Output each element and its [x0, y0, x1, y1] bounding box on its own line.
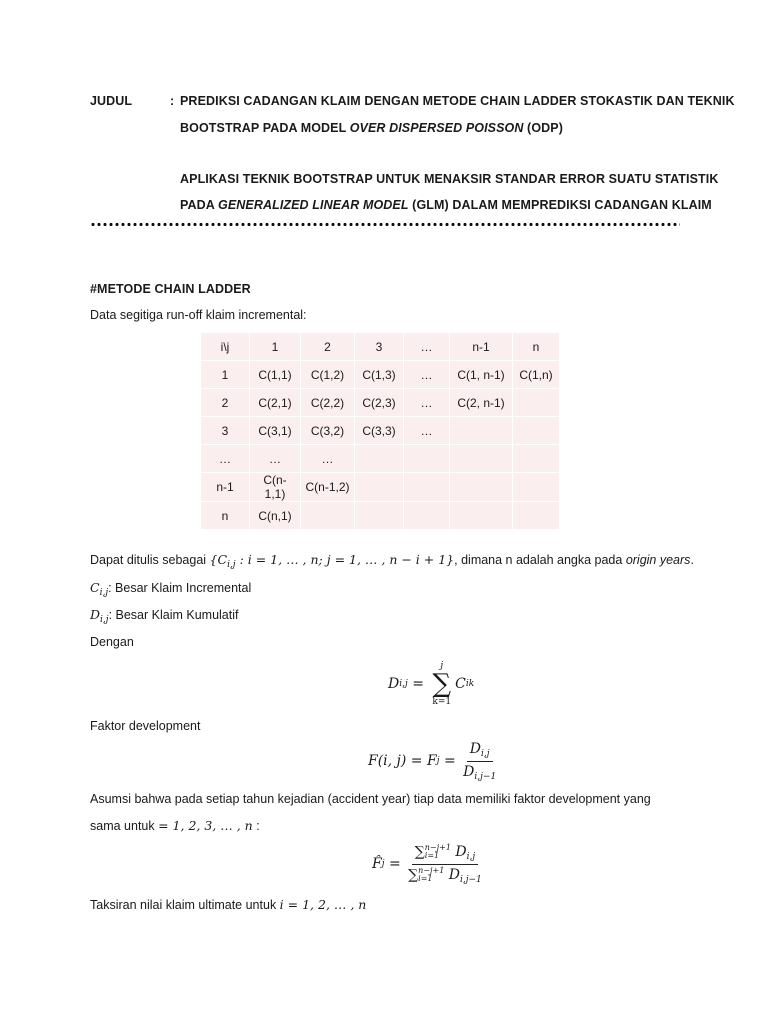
asumsi-line-1: Asumsi bahwa pada setiap tahun kejadian (accident year) tiap data memiliki faktor development yang [90, 792, 651, 806]
table-cell [450, 473, 513, 502]
table-cell: … [404, 417, 450, 445]
table-row [201, 445, 560, 473]
eq3-num-sup: n−j+1 [424, 842, 451, 852]
eq3-den-term: D [444, 866, 460, 883]
table-cell: C(1,2) [301, 361, 355, 389]
table-cell [450, 417, 513, 445]
title-1-line-2-italic: OVER DISPERSED POISSON [349, 121, 524, 135]
eq3-num-sum: ∑ [414, 843, 425, 860]
eq3-den-sum: ∑ [408, 866, 419, 883]
table-cell: C(n-1,1) [250, 473, 301, 502]
title-1-line-2-a: BOOTSTRAP PADA MODEL [180, 121, 350, 135]
eq1-summation [432, 661, 451, 707]
taksiran-math: i = 1, 2, … , n [279, 897, 367, 912]
table-cell [513, 473, 560, 502]
table-cell: C(2,1) [250, 389, 301, 417]
table-cell [301, 502, 355, 530]
runoff-triangle-table [200, 332, 560, 530]
eq3-num-limits [425, 844, 451, 860]
asumsi-line-2 [90, 818, 260, 833]
table-cell: C(3,1) [250, 417, 301, 445]
table-cell [355, 445, 404, 473]
dapat-set-sub: i,j [227, 560, 236, 570]
eq1-equals: = [407, 676, 429, 692]
table-header-row [201, 333, 560, 361]
table-cell: C(1, n-1) [450, 361, 513, 389]
dapat-italic: origin years [625, 553, 691, 567]
eq2-lhs-sub: j [436, 756, 440, 766]
table-cell: C(2, n-1) [450, 389, 513, 417]
table-cell [404, 445, 450, 473]
header-cell: i\j [201, 333, 250, 361]
eq3-num-sub: i=1 [424, 850, 440, 860]
taksiran-text: Taksiran nilai klaim ultimate untuk [90, 898, 280, 912]
eq1-term: C [455, 676, 466, 692]
table-cell: n [201, 502, 250, 530]
asumsi-line-2-a: sama untuk [90, 819, 159, 833]
eq2-denominator [460, 762, 499, 782]
equation-cumulative [388, 656, 474, 712]
dapat-ditulis-line [90, 552, 694, 570]
table-cell: 1 [201, 361, 250, 389]
dapat-set-rest: : i = 1, … , n; j = 1, … , n − i + 1} [235, 552, 455, 567]
section-heading: #METODE CHAIN LADDER [90, 282, 251, 296]
table-cell: C(n-1,2) [301, 473, 355, 502]
c-symbol: C [90, 580, 100, 595]
eq3-den-sub: i=1 [418, 873, 433, 883]
eq1-sum-bottom: k=1 [432, 697, 452, 707]
table-cell: 2 [201, 389, 250, 417]
eq3-num-term-sub: i,j [466, 851, 476, 862]
table-cell: … [201, 445, 250, 473]
eq1-lhs: D [388, 676, 400, 692]
eq1-lhs-sub: i,j [399, 679, 408, 689]
header-cell: n [513, 333, 560, 361]
title-2-line-2-italic: GENERALIZED LINEAR MODEL [218, 198, 409, 212]
table-cell [513, 389, 560, 417]
title-2-line-1: APLIKASI TEKNIK BOOTSTRAP UNTUK MENAKSIR STANDAR ERROR SUATU STATISTIK [180, 172, 719, 186]
dengan-text: Dengan [90, 635, 134, 649]
c-definition: : Besar Klaim Incremental [108, 581, 252, 595]
section-intro: Data segitiga run-off klaim incremental: [90, 308, 307, 322]
table-cell: … [250, 445, 301, 473]
eq2-den: D [463, 763, 475, 780]
equation-development-factor [368, 741, 499, 781]
taksiran-line [90, 897, 366, 912]
equation-estimated-factor [372, 838, 485, 890]
eq2-fraction [460, 741, 499, 782]
table-row [201, 389, 560, 417]
eq3-fraction [405, 844, 485, 885]
table-cell [355, 473, 404, 502]
eq2-num-sub: i,j [481, 748, 490, 759]
table-cell: C(3,2) [301, 417, 355, 445]
eq2-lhs: F(i, j) = F [368, 753, 437, 769]
dapat-end: . [690, 553, 694, 567]
table-cell [404, 502, 450, 530]
table-cell: 3 [201, 417, 250, 445]
table-cell: C(1,n) [513, 361, 560, 389]
c-definition-line [90, 580, 251, 598]
eq3-den-limits [418, 867, 444, 883]
dotted-divider [90, 222, 680, 227]
eq1-term-sub: ik [465, 679, 475, 689]
eq3-lhs-sub: j [381, 859, 385, 869]
eq3-equals: = [384, 856, 406, 872]
table-cell: … [404, 361, 450, 389]
dapat-set-open: {C [209, 552, 228, 567]
table-cell [513, 445, 560, 473]
d-definition-line [90, 607, 238, 625]
header-cell: 3 [355, 333, 404, 361]
eq2-den-sub: i,j−1 [474, 771, 497, 782]
eq3-denominator [405, 865, 485, 885]
judul-colon: : [170, 94, 175, 108]
eq2-numerator [467, 741, 493, 762]
header-cell: 2 [301, 333, 355, 361]
header-cell: … [404, 333, 450, 361]
title-2-line-2-b: (GLM) DALAM MEMPREDIKSI CADANGAN KLAIM [408, 198, 712, 212]
table-cell [355, 502, 404, 530]
table-cell: C(2,2) [301, 389, 355, 417]
title-2-line-2-a: PADA [180, 198, 218, 212]
table-row [201, 417, 560, 445]
faktor-text: Faktor development [90, 719, 201, 733]
title-1-line-1: PREDIKSI CADANGAN KLAIM DENGAN METODE CHAIN LADDER STOKASTIK DAN TEKNIK [180, 94, 735, 108]
dapat-text-a: Dapat ditulis sebagai [90, 553, 210, 567]
table-cell [404, 473, 450, 502]
d-symbol-sub: i,j [100, 615, 109, 625]
table-cell: C(1,1) [250, 361, 301, 389]
table-cell: … [301, 445, 355, 473]
table-cell: n-1 [201, 473, 250, 502]
eq1-sum-symbol: ∑ [432, 669, 452, 699]
eq3-lhs: F̂ [372, 856, 382, 872]
table-cell: C(3,3) [355, 417, 404, 445]
asumsi-line-2-math: = 1, 2, 3, … , n [158, 818, 253, 833]
eq3-den-sup: n−j+1 [418, 865, 445, 875]
eq3-numerator [412, 844, 478, 865]
table-row [201, 473, 560, 502]
table-cell: C(2,3) [355, 389, 404, 417]
eq3-num-term: D [450, 843, 467, 860]
title-2-line-2 [180, 198, 712, 212]
c-symbol-sub: i,j [99, 588, 109, 598]
title-1-line-2-b: (ODP) [523, 121, 563, 135]
table-cell: C(n,1) [250, 502, 301, 530]
eq2-equals: = [439, 753, 461, 769]
dapat-text-b: , dimana n adalah angka pada [454, 553, 626, 567]
table-row [201, 361, 560, 389]
title-1-line-2 [180, 121, 563, 135]
table-cell [513, 417, 560, 445]
table-cell [513, 502, 560, 530]
header-cell: 1 [250, 333, 301, 361]
judul-label: JUDUL [90, 94, 133, 108]
header-cell: n-1 [450, 333, 513, 361]
eq3-den-term-sub: i,j−1 [459, 874, 482, 885]
d-symbol: D [90, 607, 101, 622]
table-cell [450, 502, 513, 530]
asumsi-line-2-b: : [252, 819, 260, 833]
d-definition: : Besar Klaim Kumulatif [108, 608, 239, 622]
eq1-sum-top: j [440, 661, 444, 671]
dapat-set-math [209, 552, 455, 570]
table-cell: C(1,3) [355, 361, 404, 389]
eq2-num: D [469, 740, 481, 757]
table-cell: … [404, 389, 450, 417]
table-cell [450, 445, 513, 473]
table-row [201, 502, 560, 530]
